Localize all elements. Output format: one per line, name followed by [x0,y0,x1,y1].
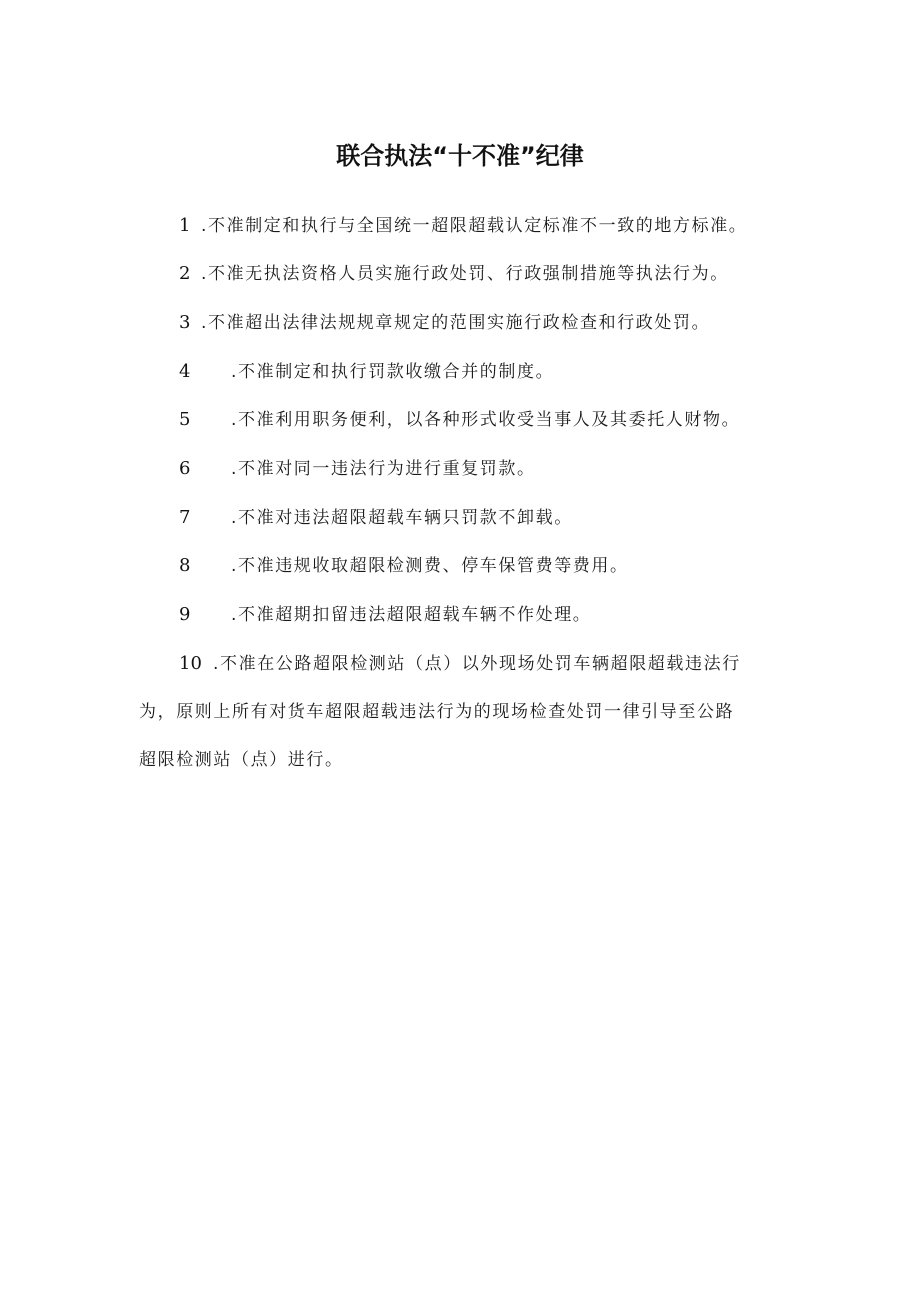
list-item [0,454,920,484]
list-item [0,259,920,289]
paragraph-continuation [0,697,920,727]
item-text: .不准无执法资格人员实施行政处罚、行政强制措施等执法行为。 [201,264,729,284]
list-item [0,211,920,241]
document-title: 联合执法“十不准”纪律 [336,142,584,170]
item-number: 3 [179,312,191,333]
item-text: .不准在公路超限检测站（点）以外现场处罚车辆超限超载违法行 [213,654,741,674]
list-item [0,405,920,435]
item-text: .不准对违法超限超载车辆只罚款不卸载。 [231,508,573,528]
item-text-continued: 为，原则上所有对货车超限超载违法行为的现场检查处罚一律引导至公路 [139,702,735,722]
list-item [0,308,920,338]
list-item [0,649,920,679]
item-text: .不准超出法律法规规章规定的范围实施行政检查和行政处罚。 [201,313,711,333]
paragraph-continuation [0,745,920,775]
item-text: .不准制定和执行罚款收缴合并的制度。 [231,362,555,382]
list-item [0,357,920,387]
item-number: 9 [179,604,191,625]
list-item [0,551,920,581]
item-number: 10 [179,653,202,674]
item-text: .不准利用职务便利，以各种形式收受当事人及其委托人财物。 [231,410,741,430]
item-number: 5 [179,409,191,430]
list-item [0,503,920,533]
item-number: 1 [179,215,191,236]
item-text: .不准超期扣留违法超限超载车辆不作处理。 [231,605,592,625]
item-text-continued: 超限检测站（点）进行。 [139,750,344,770]
list-item [0,600,920,630]
item-number: 2 [179,263,191,284]
item-number: 6 [179,458,191,479]
item-text: .不准制定和执行与全国统一超限超载认定标准不一致的地方标准。 [201,216,748,236]
item-number: 4 [179,361,191,382]
item-text: .不准违规收取超限检测费、停车保管费等费用。 [231,556,629,576]
item-number: 8 [179,555,191,576]
item-text: .不准对同一违法行为进行重复罚款。 [231,459,536,479]
item-number: 7 [179,507,191,528]
